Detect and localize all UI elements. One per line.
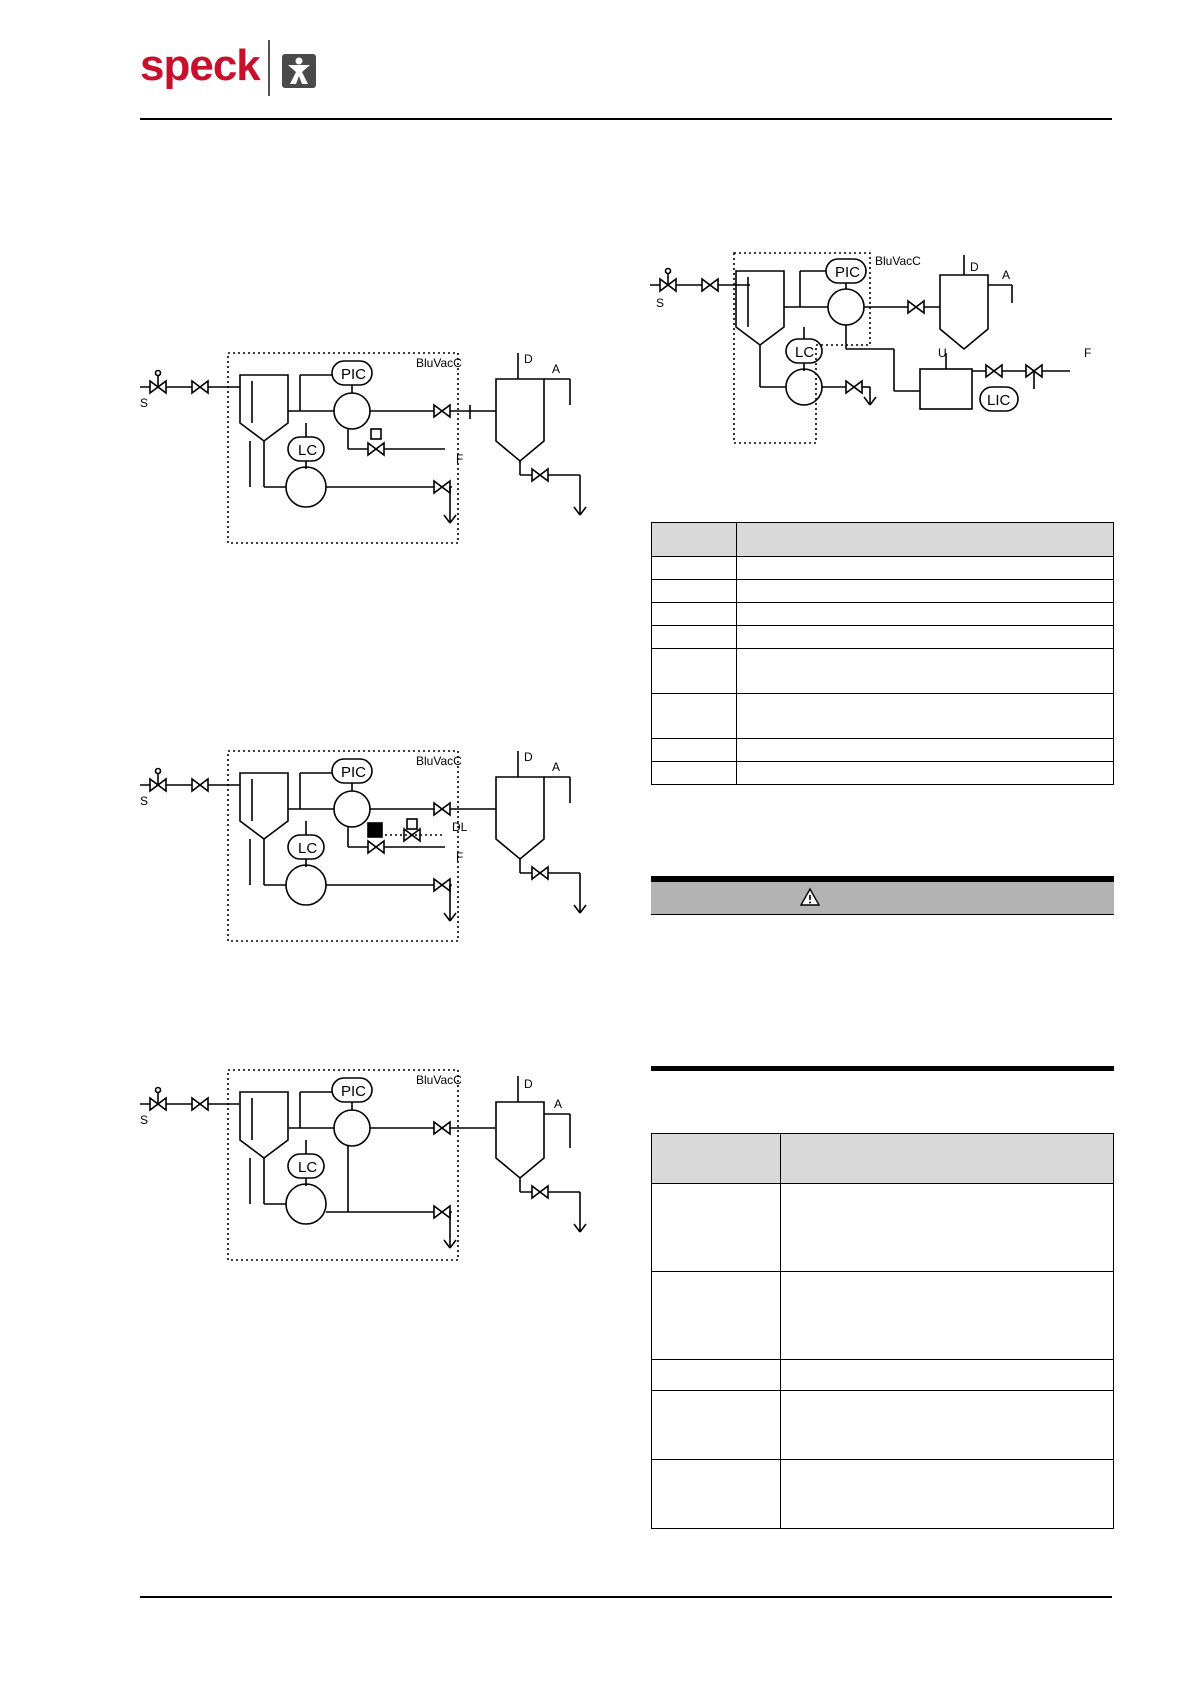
dl-label: DL xyxy=(452,820,468,834)
process-diagram-3 xyxy=(140,1062,605,1287)
s-label: S xyxy=(656,296,665,310)
process-diagram-2 xyxy=(140,743,605,968)
system-label: BluVacC xyxy=(416,1073,462,1087)
lc-label: LC xyxy=(795,344,815,361)
footer-rule xyxy=(140,1596,1112,1598)
person-icon xyxy=(282,54,316,88)
a-label: A xyxy=(552,362,561,376)
s-label: S xyxy=(140,1113,149,1127)
table-header-row xyxy=(652,1134,1114,1184)
table-row xyxy=(652,694,1114,739)
s-label: S xyxy=(140,794,149,808)
header-rule xyxy=(140,118,1112,120)
table-row xyxy=(652,739,1114,762)
table-row xyxy=(652,1360,1114,1391)
pic-label: PIC xyxy=(835,264,861,281)
d-label: D xyxy=(524,1077,533,1091)
table-row xyxy=(652,649,1114,694)
table-row xyxy=(652,603,1114,626)
a-label: A xyxy=(552,760,561,774)
logo-divider xyxy=(268,40,270,96)
system-label: BluVacC xyxy=(416,754,462,768)
process-diagram-4 xyxy=(650,245,1110,470)
warning-end-rule xyxy=(651,1066,1114,1071)
table-row xyxy=(652,1272,1114,1360)
s-label: S xyxy=(140,396,149,410)
lic-label: LIC xyxy=(987,392,1011,409)
f-label: F xyxy=(456,452,464,466)
a-label: A xyxy=(1002,268,1011,282)
spec-table xyxy=(651,1133,1114,1529)
lc-label: LC xyxy=(298,1159,318,1176)
table-row xyxy=(652,626,1114,649)
u-label: U xyxy=(938,346,947,360)
table-row xyxy=(652,1460,1114,1529)
f-label: F xyxy=(456,850,464,864)
table-header-row xyxy=(652,523,1114,557)
warning-banner xyxy=(651,876,1114,915)
pic-label: PIC xyxy=(341,764,367,781)
brand-logo-text: speck xyxy=(140,41,260,90)
d-label: D xyxy=(524,750,533,764)
system-label: BluVacC xyxy=(875,254,921,268)
process-diagram-1 xyxy=(140,345,605,570)
table-row xyxy=(652,1184,1114,1272)
pic-label: PIC xyxy=(341,1083,367,1100)
table-row xyxy=(652,557,1114,580)
a-label: A xyxy=(554,1097,563,1111)
f-label: F xyxy=(1084,346,1092,360)
pic-label: PIC xyxy=(341,366,367,383)
lc-label: LC xyxy=(298,840,318,857)
warning-icon xyxy=(799,887,821,907)
table-row xyxy=(652,762,1114,785)
d-label: D xyxy=(970,260,979,274)
d-label: D xyxy=(524,352,533,366)
header xyxy=(140,40,1120,120)
table-row xyxy=(652,1391,1114,1460)
legend-table xyxy=(651,522,1114,785)
system-label: BluVacC xyxy=(416,356,462,370)
table-row xyxy=(652,580,1114,603)
lc-label: LC xyxy=(298,442,318,459)
